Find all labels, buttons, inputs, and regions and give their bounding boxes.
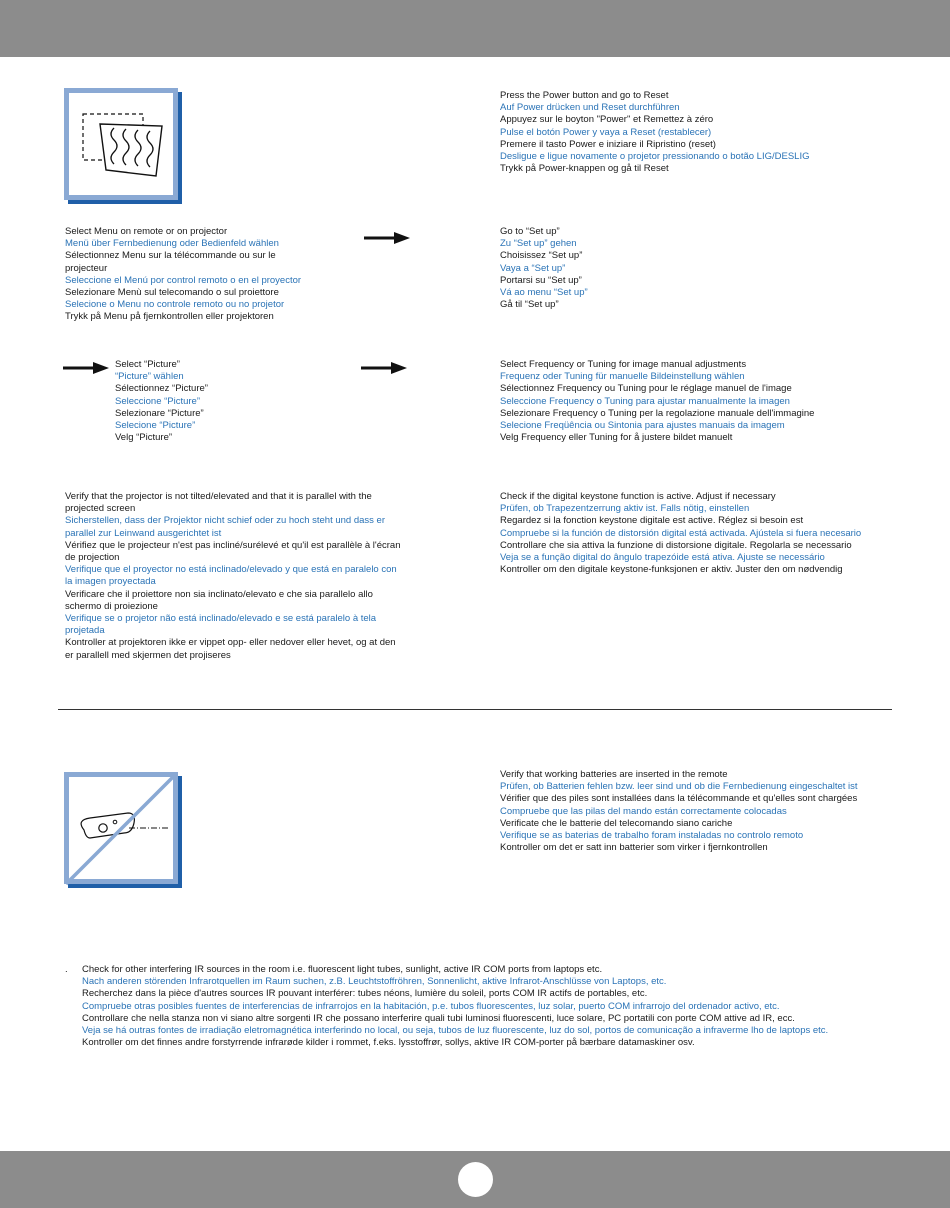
instruction-line: Vérifier que des piles sont installées dans la télécommande et qu'elles sont chargées <box>500 793 858 805</box>
instruction-line: Nach anderen störenden Infrarotquellen im Raum suchen, z.B. Leuchtstoffröhren, Sonnenlicht, aktive Infrarot-Anschlüsse von Laptops, etc. <box>82 976 667 988</box>
instruction-line: Select “Picture” <box>115 359 180 370</box>
instruction-line: Vaya a “Set up” <box>500 262 566 274</box>
instruction-line: Trykk på Power-knappen og gå til Reset <box>500 163 669 175</box>
instruction-line: Check if the digital keystone function is active. Adjust if necessary <box>500 491 776 502</box>
right-arrow-icon <box>63 362 109 378</box>
instruction-line: Regardez si la fonction keystone digitale est active. Réglez si besoin est <box>500 515 804 527</box>
setup-instructions <box>500 226 800 311</box>
instruction-line: Controllare che sia attiva la funzione di distorsione digitale. Regolarla se necessario <box>500 539 852 551</box>
instruction-line: Kontroller om den digitale keystone-funksjonen er aktiv. Juster den om nødvendig <box>500 564 843 576</box>
instruction-line: Selecione “Picture” <box>115 420 196 432</box>
instruction-line: Veja se há outras fontes de irradiação eletromagnética interferindo no local, ou seja, tubos de luz fluorescente, luz do sol, portos de comunicação a infraverme lho de laptops etc. <box>82 1025 829 1037</box>
instruction-line: “Picture” wählen <box>115 371 184 383</box>
instruction-line: Trykk på Menu på fjernkontrollen eller projektoren <box>65 311 274 323</box>
instruction-line: Prüfen, ob Trapezentzerrung aktiv ist. Falls nötig, einstellen <box>500 503 750 515</box>
instruction-line: Verificate che le batterie del telecomando siano cariche <box>500 817 733 829</box>
tilt-instructions <box>65 491 405 662</box>
keystone-instructions <box>500 491 920 576</box>
instruction-line: Sélectionnez Frequency ou Tuning pour le réglage manuel de l'image <box>500 383 792 395</box>
section-divider <box>58 709 892 710</box>
distorted-projection-icon <box>62 86 184 206</box>
instruction-line: Check for other interfering IR sources in the room i.e. fluorescent light tubes, sunlight, active IR COM ports from laptops etc. <box>82 964 603 975</box>
instruction-line: Sélectionnez Menu sur la télécommande ou sur le projecteur <box>65 250 276 274</box>
instruction-line: Seleccione Frequency o Tuning para ajustar manualmente la imagen <box>500 395 790 407</box>
interference-instructions <box>82 964 922 1049</box>
instruction-line: Choisissez “Set up” <box>500 250 583 262</box>
instruction-line: Desligue e ligue novamente o projetor pressionando o botão LIG/DESLIG <box>500 151 810 163</box>
remote-control-crossed-icon <box>62 770 184 890</box>
instruction-line: Selecione Freqüência ou Sintonia para ajustes manuais da imagem <box>500 420 785 432</box>
header-bar <box>0 0 950 57</box>
instruction-line: Velg Frequency eller Tuning for å justere bildet manuelt <box>500 432 733 444</box>
instruction-line: Sicherstellen, dass der Projektor nicht schief oder zu hoch steht und dass er parallel zur Leinwand ausgerichtet ist <box>65 515 386 539</box>
instruction-line: Verify that working batteries are inserted in the remote <box>500 769 728 780</box>
instruction-line: Portarsi su “Set up” <box>500 274 582 286</box>
instruction-line: Kontroller om det finnes andre forstyrrende infrarøde kilder i rommet, f.eks. lysstoffrør, sollys, aktive IR COM-porter på bærbare datamaskiner osv. <box>82 1037 695 1049</box>
select-menu-instructions <box>65 226 310 324</box>
instruction-line: Vérifiez que le projecteur n'est pas incliné/surélevé et qu'il est parallèle à l'écran de projection <box>65 539 401 564</box>
instruction-line: Prüfen, ob Batterien fehlen bzw. leer sind und ob die Fernbedienung eingeschaltet ist <box>500 781 858 793</box>
instruction-line: Menü über Fernbedienung oder Bedienfeld wählen <box>65 238 279 250</box>
page-number-circle <box>458 1162 493 1197</box>
instruction-line: Verificare che il proiettore non sia inclinato/elevato e che sia parallelo allo schermo di proiezione <box>65 588 373 612</box>
instruction-line: Veja se a função digital do ângulo trapezóide está ativa. Ajuste se necessário <box>500 552 825 564</box>
instruction-line: Kontroller om det er satt inn batterier som virker i fjernkontrollen <box>500 842 768 854</box>
instruction-line: Select Frequency or Tuning for image manual adjustments <box>500 359 747 370</box>
instruction-line: Compruebe si la función de distorsión digital está activada. Ajústela si fuera necesario <box>500 527 862 539</box>
instruction-line: Velg “Picture” <box>115 432 173 444</box>
instruction-line: Selecione o Menu no controle remoto ou no projetor <box>65 299 285 311</box>
instruction-line: Compruebe otras posibles fuentes de interferencias de infrarrojos en la habitación, p.e. tubos fluorescentes, luz solar, puerto COM infrarrojo del ordenador activo, etc. <box>82 1000 780 1012</box>
instruction-line: Seleccione “Picture” <box>115 395 201 407</box>
instruction-line: Selezionare Menù sul telecomando o sul proiettore <box>65 287 279 299</box>
instruction-line: Verifique que el proyector no está inclinado/elevado y que está en paralelo con la imagen proyectada <box>65 564 397 588</box>
instruction-line: Compruebe que las pilas del mando están correctamente colocadas <box>500 805 787 817</box>
instruction-line: Press the Power button and go to Reset <box>500 90 669 101</box>
reset-instructions <box>500 90 920 175</box>
instruction-line: Controllare che nella stanza non vi siano altre sorgenti IR che possano interferire quali tubi luminosi fluorescenti, luce solare, PC portatili con porte COM attive ad IR, ecc. <box>82 1012 795 1024</box>
instruction-line: Frequenz oder Tuning für manuelle Bildeinstellung wählen <box>500 371 745 383</box>
instruction-line: Kontroller at projektoren ikke er vippet opp- eller nedover eller hevet, og at den er parallell med skjermen det projiseres <box>65 637 396 661</box>
instruction-line: Seleccione el Menú por control remoto o en el proyector <box>65 274 302 286</box>
picture-instructions <box>115 359 335 444</box>
frequency-instructions <box>500 359 920 444</box>
interference-bullet: . <box>65 964 68 975</box>
right-arrow-icon <box>361 362 407 378</box>
instruction-line: Gå til “Set up” <box>500 299 559 311</box>
instruction-line: Premere il tasto Power e iniziare il Ripristino (reset) <box>500 138 716 150</box>
instruction-line: Appuyez sur le boyton "Power" et Remettez à zéro <box>500 114 714 126</box>
instruction-line: Pulse el botón Power y vaya a Reset (restablecer) <box>500 126 712 138</box>
instruction-line: Selezionare “Picture” <box>115 407 204 419</box>
instruction-line: Zu “Set up” gehen <box>500 238 577 250</box>
instruction-line: Recherchez dans la pièce d'autres sources IR pouvant interférer: tubes néons, lumière du soleil, ports COM IR actifs de portables, etc. <box>82 988 648 1000</box>
instruction-line: Select Menu on remote or on projector <box>65 226 228 237</box>
instruction-line: Verify that the projector is not tilted/elevated and that it is parallel with the projected screen <box>65 491 372 515</box>
batteries-instructions <box>500 769 920 854</box>
instruction-line: Verifique se as baterias de trabalho foram instaladas no controlo remoto <box>500 830 804 842</box>
instruction-line: Verifique se o projetor não está inclinado/elevado e se está paralelo à tela projetada <box>65 613 377 637</box>
instruction-line: Selezionare Frequency o Tuning per la regolazione manuale dell'immagine <box>500 407 815 419</box>
instruction-line: Vá ao menu “Set up” <box>500 287 588 299</box>
right-arrow-icon <box>364 232 410 248</box>
instruction-line: Go to “Set up” <box>500 226 560 237</box>
instruction-line: Sélectionnez “Picture” <box>115 383 208 395</box>
instruction-line: Auf Power drücken und Reset durchführen <box>500 102 680 114</box>
